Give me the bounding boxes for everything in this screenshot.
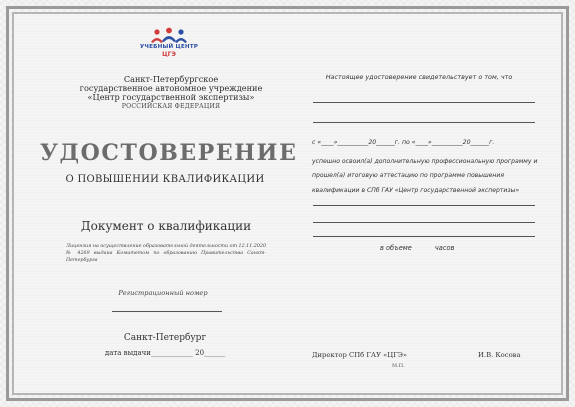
federation-label: РОССИЙСКАЯ ФЕДЕРАЦИЯ	[121, 103, 221, 110]
name-line-1	[313, 102, 535, 103]
organization-name	[60, 75, 282, 102]
org-line-2: государственное автономное учреждение	[79, 83, 263, 93]
program-line-1	[313, 205, 535, 206]
logo-figures	[151, 28, 187, 43]
name-line-2	[313, 122, 535, 123]
org-line-1: Санкт-Петербургское	[123, 74, 219, 84]
logo-line-1: УЧЕБНЫЙ ЦЕНТР	[139, 44, 199, 50]
completion-statement: успешно освоил(а) дополнительную профессиональную программу и прошел(а) итоговую аттестацию по программе повышения квалификации в СПб ГАУ «Центр государственной экспертизы»	[312, 158, 538, 194]
license-text: Лицензия на осуществление образовательной деятельности от 12.11.2020 № 4269 выдана Комитетом по образованию Правительства Санкт-Петербурга	[66, 244, 266, 263]
training-period: с «____»__________20______г. по «____»__________20______г.	[312, 139, 495, 146]
stamp-place: М.П.	[392, 363, 405, 369]
program-line-3	[313, 236, 535, 237]
city-label: Санкт-Петербург	[123, 333, 207, 343]
logo-line-2: ЦГЭ	[162, 51, 176, 58]
certificate-subtitle: О ПОВЫШЕНИИ КВАЛИФИКАЦИИ	[65, 174, 265, 185]
logo-text	[120, 44, 218, 58]
program-line-2	[313, 222, 535, 223]
hours-volume: в объеме часов	[380, 244, 455, 252]
org-line-3: «Центр государственной экспертизы»	[87, 92, 255, 102]
director-title: Директор СПб ГАУ «ЦГЭ»	[312, 351, 408, 359]
certify-statement: Настоящее удостоверение свидетельствует о том, что	[325, 73, 513, 81]
registration-number-line	[112, 311, 222, 312]
issue-date: дата выдачи____________ 20______	[104, 349, 226, 357]
certificate-title: УДОСТОВЕРЕНИЕ	[40, 140, 298, 166]
document-type: Документ о квалификации	[80, 219, 252, 233]
signer-name: И.В. Косова	[478, 351, 521, 359]
registration-number-label: Регистрационный номер	[118, 289, 208, 297]
